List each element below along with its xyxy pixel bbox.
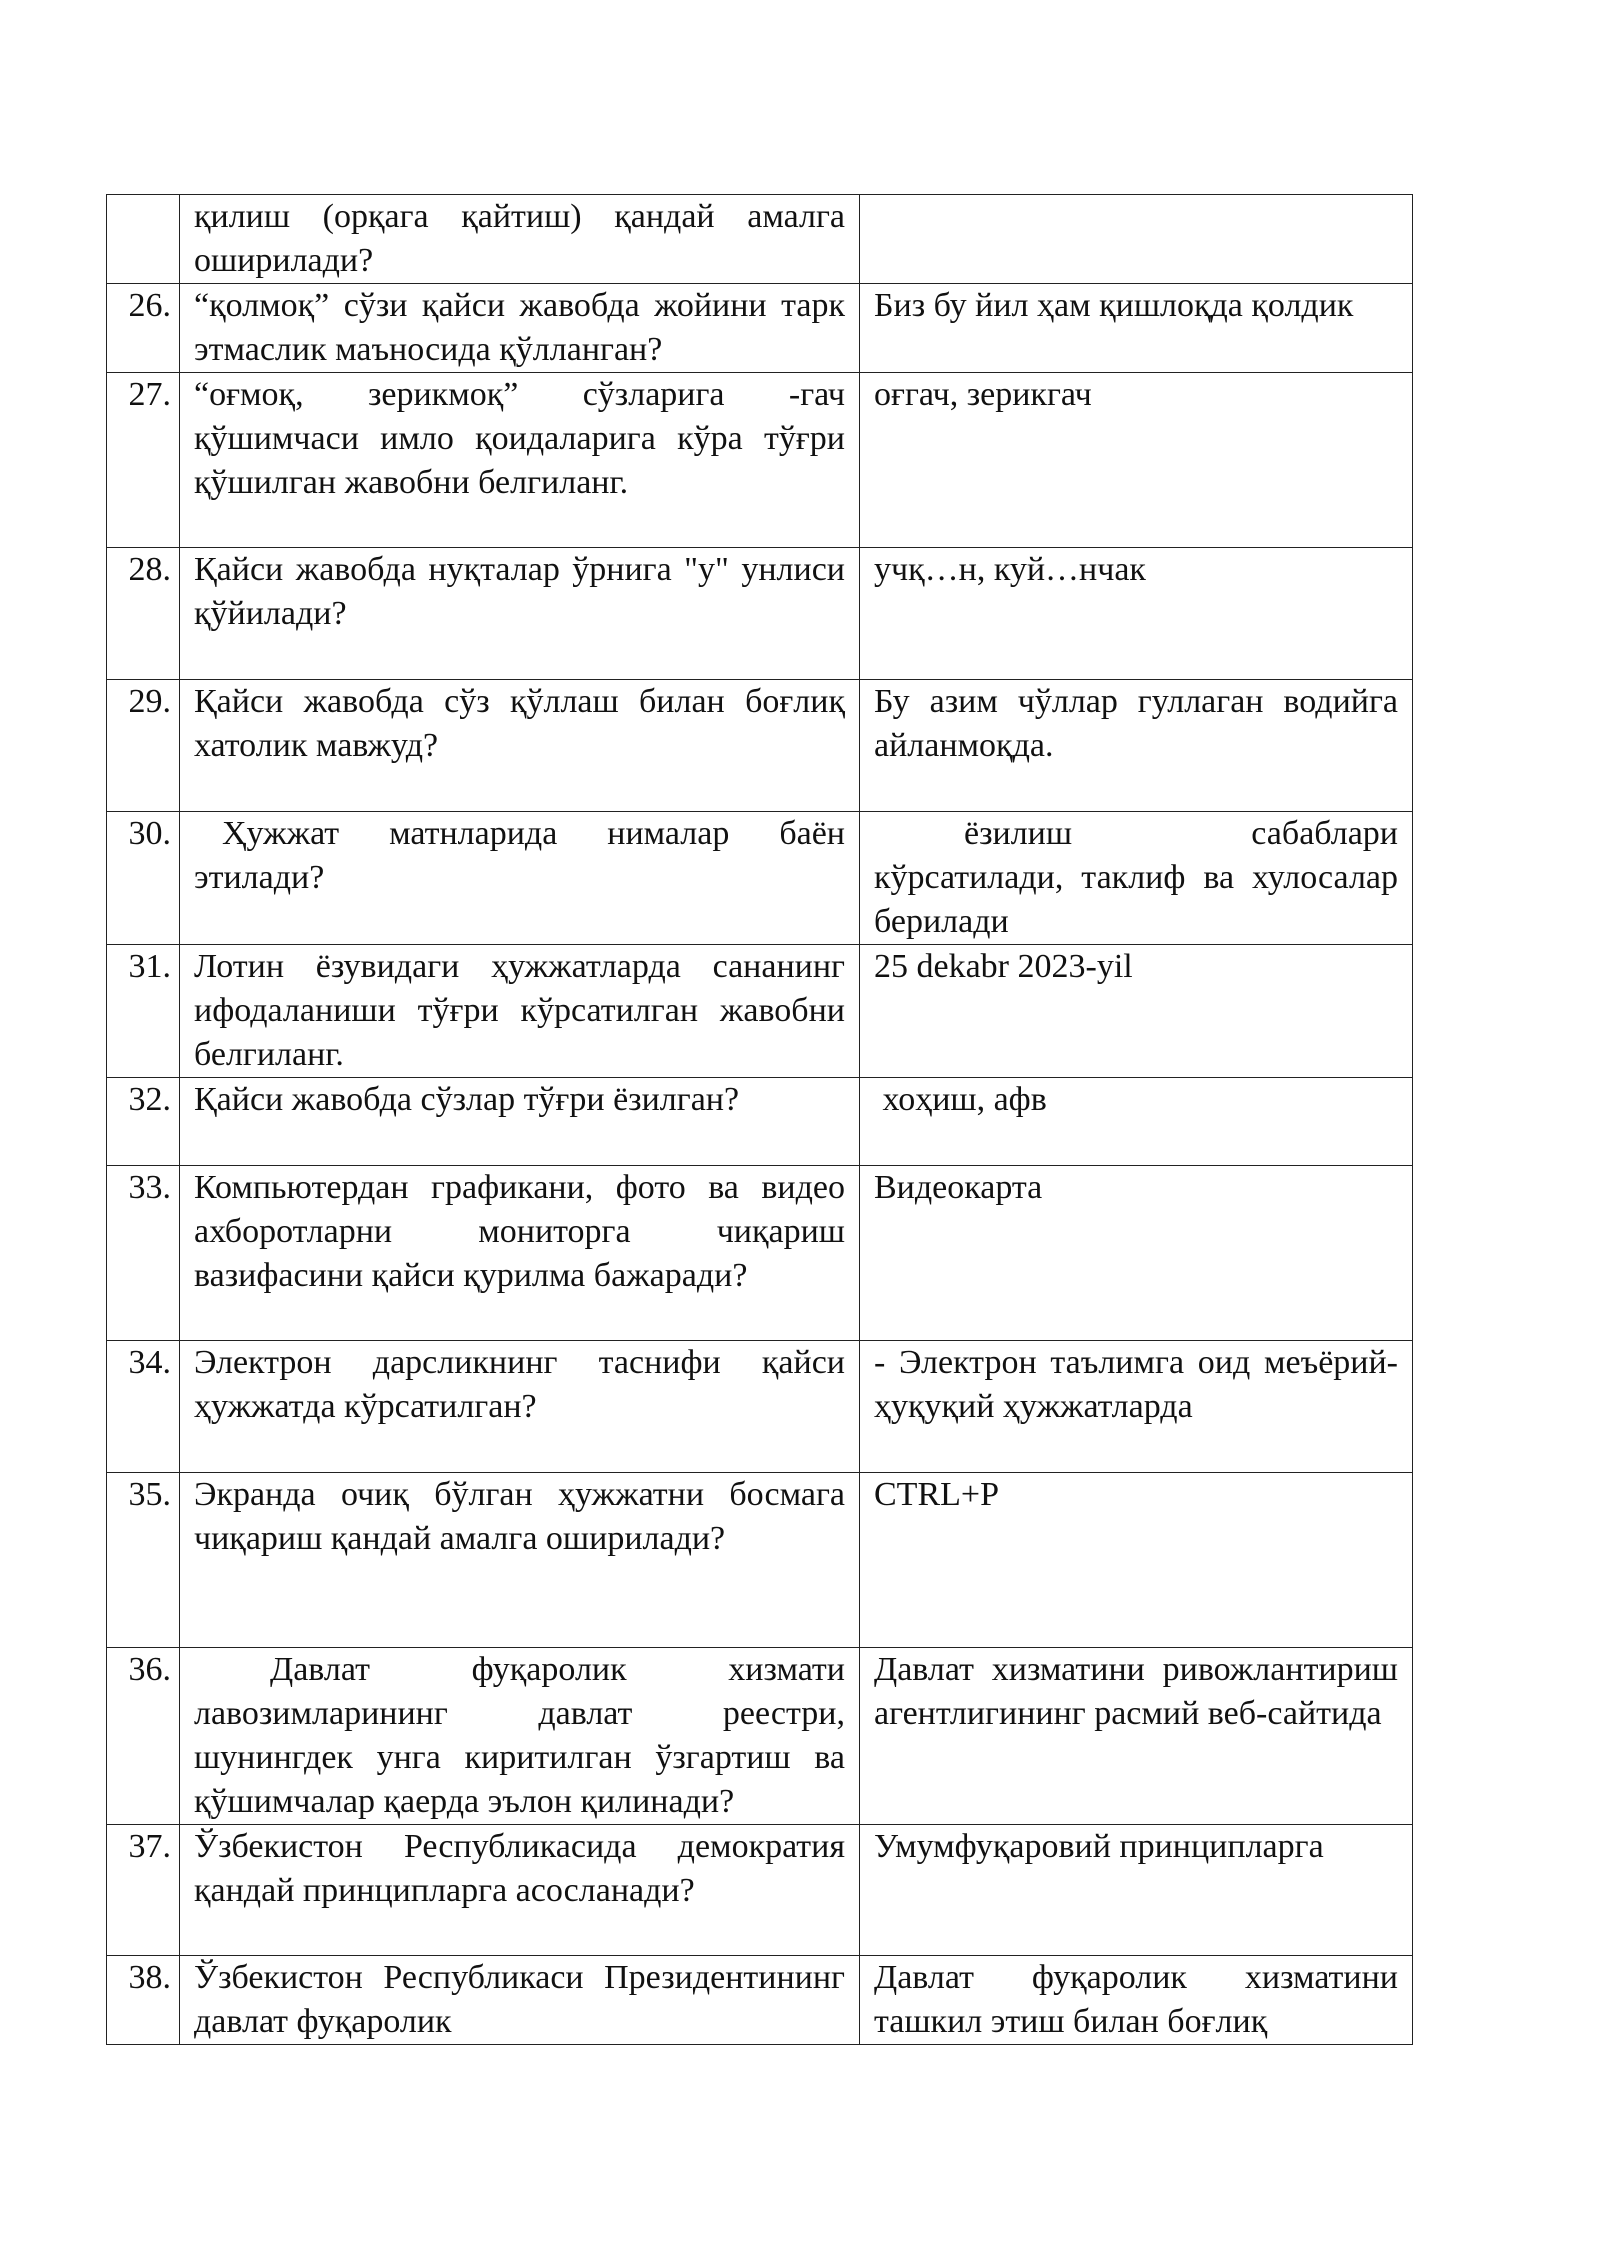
question-cell: Давлат фуқаролик хизмати лавозимларининг давлат реестри, шунингдек унга киритилган ўзгартиш ва қўшимчалар қаерда эълон қилинади? (180, 1648, 860, 1825)
row-number: 37. (107, 1825, 180, 1956)
question-cell: Ўзбекистон Республикаси Президентининг давлат фуқаролик (180, 1956, 860, 2045)
answer-cell: Умумфуқаровий принципларга (860, 1825, 1413, 1956)
question-cell: Лотин ёзувидаги ҳужжатларда сананинг ифодаланиши тўғри кўрсатилган жавобни белгиланг. (180, 945, 860, 1078)
answer-cell: Видеокарта (860, 1166, 1413, 1341)
row-number: 26. (107, 284, 180, 373)
answer-cell (860, 195, 1413, 284)
table-row (107, 284, 1413, 373)
table-row (107, 1341, 1413, 1473)
table-row (107, 548, 1413, 680)
answer-cell: учқ…н, куй…нчак (860, 548, 1413, 680)
answer-cell: хоҳиш, афв (860, 1078, 1413, 1166)
question-cell: қилиш (орқага қайтиш) қандай амалга оширилади? (180, 195, 860, 284)
row-number: 35. (107, 1473, 180, 1648)
question-cell: “қолмоқ” сўзи қайси жавобда жойини тарк этмаслик маъносида қўлланган? (180, 284, 860, 373)
table-row (107, 1166, 1413, 1341)
table-row (107, 1473, 1413, 1648)
table-row (107, 1956, 1413, 2045)
question-cell: Ўзбекистон Республикасида демократия қандай принципларга асосланади? (180, 1825, 860, 1956)
table-row (107, 680, 1413, 812)
answer-cell: ёзилиш сабаблари кўрсатилади, таклиф ва хулосалар берилади (860, 812, 1413, 945)
row-number: 38. (107, 1956, 180, 2045)
table-row (107, 195, 1413, 284)
table-row (107, 945, 1413, 1078)
answer-cell: - Электрон таълимга оид меъёрий-ҳуқуқий ҳужжатларда (860, 1341, 1413, 1473)
row-number: 31. (107, 945, 180, 1078)
question-cell: Электрон дарсликнинг таснифи қайси ҳужжатда кўрсатилган? (180, 1341, 860, 1473)
row-number: 27. (107, 373, 180, 548)
table-row (107, 1825, 1413, 1956)
questions-table (106, 194, 1413, 2045)
question-cell: “оғмоқ, зерикмоқ” сўзларига -гач қўшимчаси имло қоидаларига кўра тўғри қўшилган жавобни белгиланг. (180, 373, 860, 548)
row-number: 33. (107, 1166, 180, 1341)
question-cell: Қайси жавобда нуқталар ўрнига "у" унлиси қўйилади? (180, 548, 860, 680)
table-row (107, 373, 1413, 548)
row-number: 29. (107, 680, 180, 812)
row-number: 28. (107, 548, 180, 680)
question-cell: Қайси жавобда сўзлар тўғри ёзилган? (180, 1078, 860, 1166)
row-number: 30. (107, 812, 180, 945)
question-cell: Қайси жавобда сўз қўллаш билан боғлиқ хатолик мавжуд? (180, 680, 860, 812)
answer-cell: CTRL+P (860, 1473, 1413, 1648)
question-cell: Экранда очиқ бўлган ҳужжатни босмага чиқариш қандай амалга оширилади? (180, 1473, 860, 1648)
row-number (107, 195, 180, 284)
answer-cell: Биз бу йил ҳам қишлоқда қолдик (860, 284, 1413, 373)
answer-cell: оғгач, зерикгач (860, 373, 1413, 548)
answer-cell: Давлат фуқаролик хизматини ташкил этиш билан боғлиқ (860, 1956, 1413, 2045)
question-cell: Компьютердан графикани, фото ва видео ахборотларни мониторга чиқариш вазифасини қайси қурилма бажаради? (180, 1166, 860, 1341)
answer-cell: Давлат хизматини ривожлантириш агентлигининг расмий веб-сайтида (860, 1648, 1413, 1825)
row-number: 34. (107, 1341, 180, 1473)
row-number: 32. (107, 1078, 180, 1166)
answer-cell: 25 dekabr 2023-yil (860, 945, 1413, 1078)
question-cell: Ҳужжат матнларида нималар баён этилади? (180, 812, 860, 945)
row-number: 36. (107, 1648, 180, 1825)
table-row (107, 812, 1413, 945)
answer-cell: Бу азим чўллар гуллаган водийга айланмоқда. (860, 680, 1413, 812)
table-row (107, 1078, 1413, 1166)
table-row (107, 1648, 1413, 1825)
